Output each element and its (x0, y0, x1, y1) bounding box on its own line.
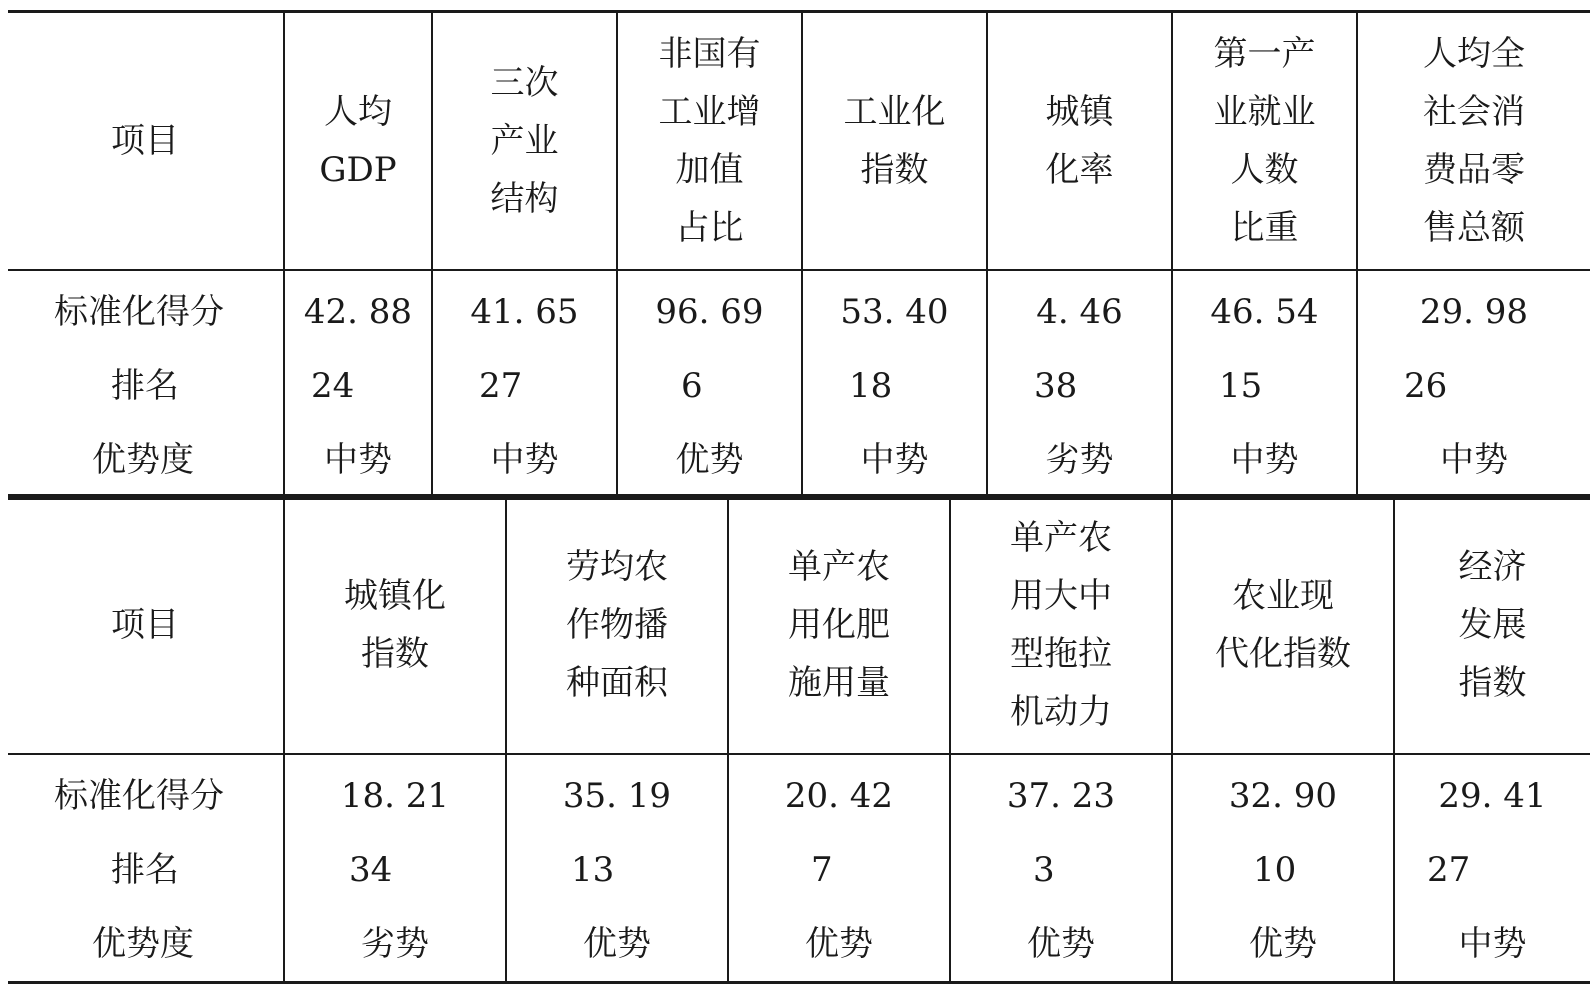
data-cell (432, 270, 617, 499)
score-value: 18. 21 (340, 775, 450, 816)
advantage-value: 劣势 (1045, 439, 1114, 480)
header-line: 指数 (1458, 662, 1527, 703)
header-line: 费品零 (1423, 149, 1525, 190)
header-line: GDP (319, 149, 397, 190)
header-row (8, 12, 1590, 270)
score-value: 46. 54 (1210, 291, 1319, 332)
data-cell (617, 270, 802, 499)
header-line: 单产农 (788, 546, 890, 587)
header-line: 人数 (1230, 149, 1299, 190)
score-value: 20. 42 (784, 775, 894, 816)
advantage-value: 中势 (1440, 439, 1508, 480)
rank-value: 6 (681, 365, 703, 406)
score-value: 32. 90 (1228, 775, 1338, 816)
row-labels-cell (8, 754, 284, 983)
header-line: 业就业 (1213, 91, 1316, 132)
header-cell-gdp-per-capita (284, 12, 432, 270)
advantage-value: 优势 (1249, 923, 1317, 964)
header-line: 指数 (860, 149, 929, 190)
header-cell-agri-modernization-index (1172, 496, 1394, 754)
score-value: 96. 69 (655, 291, 764, 332)
score-value: 29. 98 (1419, 291, 1529, 332)
header-cell-primary-employment-share (1172, 12, 1357, 270)
rank-value: 15 (1219, 365, 1263, 406)
header-line: 项目 (111, 120, 179, 161)
header-line: 产业 (490, 120, 559, 161)
row-label-score: 标准化得分 (54, 291, 224, 332)
header-cell-industrialization-index (802, 12, 987, 270)
data-cell (987, 270, 1172, 499)
header-line: 比重 (1230, 207, 1299, 248)
data-cell (1357, 270, 1590, 499)
advantage-value: 中势 (1230, 439, 1299, 480)
header-line: 用大中 (1010, 575, 1112, 616)
data-cell (1172, 754, 1394, 983)
header-line: 非国有 (658, 33, 761, 74)
score-value: 4. 46 (1036, 291, 1123, 332)
header-cell-fertilizer-per-yield (728, 496, 950, 754)
header-line: 单产农 (1010, 517, 1112, 558)
header-line: 种面积 (566, 662, 668, 703)
header-line: 加值 (675, 149, 744, 190)
data-cell (1172, 270, 1357, 499)
data-cell (506, 754, 728, 983)
advantage-value: 中势 (324, 439, 392, 480)
header-line: 代化指数 (1215, 633, 1351, 674)
rank-value: 26 (1404, 365, 1448, 406)
header-cell-sown-area-per-labor (506, 496, 728, 754)
header-line: 发展 (1458, 604, 1527, 645)
data-cell (284, 270, 432, 499)
data-cell (284, 754, 506, 983)
advantage-value: 中势 (490, 439, 559, 480)
rank-value: 7 (811, 849, 833, 890)
advantage-value: 优势 (675, 439, 744, 480)
header-line: 占比 (675, 207, 744, 248)
data-cell (950, 754, 1172, 983)
header-line: 人均 (324, 91, 392, 132)
header-line: 第一产 (1213, 33, 1316, 74)
data-cell (1394, 754, 1590, 983)
header-line: 售总额 (1423, 207, 1525, 248)
rank-value: 34 (349, 849, 393, 890)
advantage-value: 优势 (805, 923, 873, 964)
row-label-advantage: 优势度 (92, 923, 194, 964)
header-line: 施用量 (788, 662, 890, 703)
indicator-table-2 (8, 494, 1590, 984)
advantage-value: 中势 (1458, 923, 1527, 964)
indicator-table-1 (8, 10, 1590, 500)
score-value: 29. 41 (1438, 775, 1547, 816)
rank-value: 3 (1033, 849, 1055, 890)
header-line: 社会消 (1423, 91, 1525, 132)
header-line: 型拖拉 (1010, 633, 1112, 674)
advantage-value: 中势 (860, 439, 929, 480)
data-cell (728, 754, 950, 983)
header-line: 工业增 (658, 91, 761, 132)
header-line: 工业化 (843, 91, 946, 132)
advantage-value: 优势 (1027, 923, 1095, 964)
header-line: 城镇 (1045, 91, 1114, 132)
rank-value: 24 (311, 365, 355, 406)
advantage-value: 劣势 (361, 923, 429, 964)
header-row (8, 496, 1590, 754)
rank-value: 38 (1034, 365, 1078, 406)
header-line: 三次 (490, 62, 559, 103)
row-labels-cell (8, 270, 284, 499)
header-line: 机动力 (1010, 691, 1112, 732)
header-cell-industrial-structure (432, 12, 617, 270)
header-cell-retail-sales-per-capita (1357, 12, 1590, 270)
header-line: 用化肥 (788, 604, 890, 645)
rank-value: 13 (571, 849, 615, 890)
rank-value: 27 (479, 365, 523, 406)
row-label-score: 标准化得分 (54, 775, 224, 816)
header-line: 劳均农 (566, 546, 668, 587)
data-row (8, 754, 1590, 983)
advantage-value: 优势 (583, 923, 651, 964)
header-line: 经济 (1458, 546, 1527, 587)
row-label-advantage: 优势度 (92, 439, 194, 480)
score-value: 42. 88 (303, 291, 413, 332)
header-line: 指数 (361, 633, 429, 674)
score-value: 53. 40 (840, 291, 949, 332)
header-line: 化率 (1045, 149, 1114, 190)
score-value: 35. 19 (562, 775, 672, 816)
header-line: 结构 (490, 178, 559, 219)
header-cell-urbanization-index (284, 496, 506, 754)
rank-value: 18 (849, 365, 893, 406)
header-cell-urbanization-rate (987, 12, 1172, 270)
data-cell (802, 270, 987, 499)
score-value: 37. 23 (1006, 775, 1116, 816)
rank-value: 10 (1253, 849, 1297, 890)
header-cell-economic-development-index (1394, 496, 1590, 754)
header-line: 项目 (111, 604, 179, 645)
header-line: 城镇化 (344, 575, 446, 616)
header-cell-item (8, 496, 284, 754)
header-line: 农业现 (1232, 575, 1334, 616)
data-row (8, 270, 1590, 499)
header-cell-tractor-power-per-yield (950, 496, 1172, 754)
score-value: 41. 65 (470, 291, 579, 332)
header-cell-non-state-industry-share (617, 12, 802, 270)
header-line: 人均全 (1423, 33, 1525, 74)
header-cell-item (8, 12, 284, 270)
row-label-rank: 排名 (111, 365, 179, 406)
header-line: 作物播 (566, 604, 668, 645)
rank-value: 27 (1427, 849, 1471, 890)
row-label-rank: 排名 (111, 849, 179, 890)
